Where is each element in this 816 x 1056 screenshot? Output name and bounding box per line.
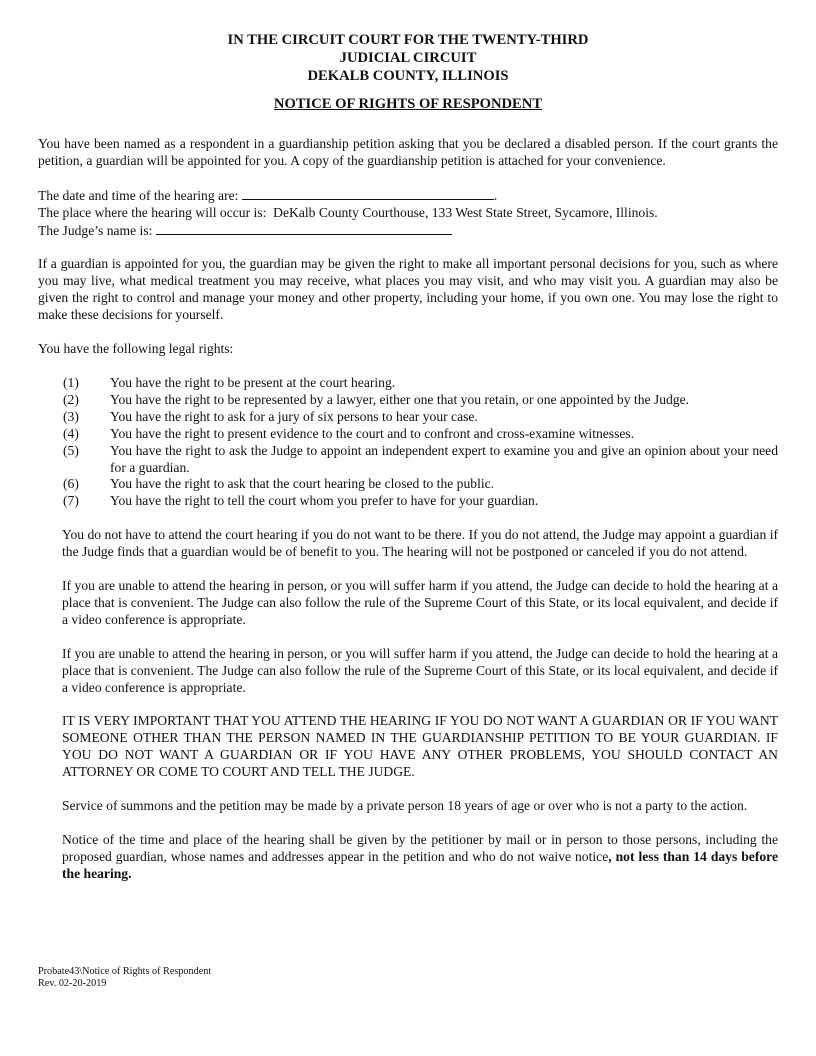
video-conference-paragraph-1: If you are unable to attend the hearing in person, or you will suffer harm if you attend, the Judge can decide to hold the hearing at a place that is convenient. The Judge can also follow the rule of the Supreme Court of this State, or its local equivalent, and decide if a video conference is appropriate. [62, 578, 778, 627]
judge-name-line [38, 222, 778, 240]
court-header-line-1: IN THE CIRCUIT COURT FOR THE TWENTY-THIRD [227, 32, 589, 48]
right-item-5 [38, 443, 778, 477]
court-header-line-3: DEKALB COUNTY, ILLINOIS [307, 68, 509, 84]
rights-list [38, 375, 778, 510]
right-number: (4) [63, 425, 79, 441]
footer-revision: Rev. 02-20-2019 [38, 978, 107, 989]
right-item-2 [38, 392, 778, 409]
document-page [38, 31, 778, 883]
document-footer [38, 966, 211, 990]
right-number: (7) [63, 493, 79, 509]
right-item-1 [38, 375, 778, 392]
notice-deadline: , not less than 14 days before the hearing. [62, 848, 778, 881]
right-text: You have the right to ask that the court hearing be closed to the public. [110, 476, 495, 492]
hearing-place-value: DeKalb County Courthouse, 133 West State Street, Sycamore, Illinois. [273, 204, 658, 220]
right-number: (2) [63, 391, 79, 407]
footer-form-id: Probate43\Notice of Rights of Respondent [38, 966, 212, 977]
notice-paragraph [62, 832, 778, 883]
judge-name-blank[interactable] [156, 222, 452, 235]
right-text: You have the right to be represented by a lawyer, either one that you retain, or one appointed by the Judge. [110, 391, 690, 407]
guardian-powers-paragraph: If a guardian is appointed for you, the guardian may be given the right to make all important personal decisions for you, such as where you may live, what medical treatment you may receive, what places you may visit, and who may visit you. A guardian may also be given the right to control and manage your money and other property, including your home, if you own one. You may lose the right to make these decisions for yourself. [38, 256, 778, 323]
right-item-6 [38, 476, 778, 493]
hearing-place-label: The place where the hearing will occur is: [38, 204, 267, 220]
court-header-line-2: JUDICIAL CIRCUIT [339, 50, 477, 66]
right-text: You have the right to ask the Judge to appoint an independent expert to examine you and give an opinion about your need for a guardian. [110, 442, 778, 475]
right-item-3 [38, 409, 778, 426]
rights-intro: You have the following legal rights: [38, 341, 234, 357]
judge-name-label: The Judge’s name is: [38, 222, 153, 238]
attendance-paragraph: You do not have to attend the court hearing if you do not want to be there. If you do not attend, the Judge may appoint a guardian if the Judge finds that a guardian would be of benefit to you. The hearing will not be postponed or canceled if you do not attend. [62, 527, 778, 560]
hearing-place-line [38, 205, 778, 222]
notice-text: Notice of the time and place of the hearing shall be given by the petitioner by mail or in person to those persons, including the proposed guardian, whose names and addresses appear in the petition and who do not waive notice [62, 832, 778, 864]
document-title: NOTICE OF RIGHTS OF RESPONDENT [273, 96, 543, 112]
right-item-4 [38, 426, 778, 443]
right-text: You have the right to present evidence to the court and to confront and cross-examine witnesses. [110, 425, 635, 441]
right-text: You have the right to ask for a jury of six persons to hear your case. [110, 408, 478, 424]
right-number: (5) [63, 442, 79, 458]
right-text: You have the right to tell the court whom you prefer to have for your guardian. [110, 493, 539, 509]
hearing-details [38, 187, 778, 240]
right-text: You have the right to be present at the court hearing. [110, 374, 396, 390]
intro-paragraph: You have been named as a respondent in a guardianship petition asking that you be declared a disabled person. If the court grants the petition, a guardian will be appointed for you. A copy of the guardianship petition is attached for your convenience. [38, 135, 778, 168]
important-warning-paragraph: IT IS VERY IMPORTANT THAT YOU ATTEND THE HEARING IF YOU DO NOT WANT A GUARDIAN OR IF YOU WANT SOMEONE OTHER THAN THE PERSON NAMED IN THE GUARDIANSHIP PETITION TO BE YOUR GUARDIAN. IF YOU DO NOT WANT A GUARDIAN OR IF YOU HAVE ANY OTHER PROBLEMS, YOU SHOULD CONTACT AN ATTORNEY OR COME TO COURT AND TELL THE JUDGE. [62, 713, 778, 780]
video-conference-paragraph-2: If you are unable to attend the hearing in person, or you will suffer harm if you attend, the Judge can decide to hold the hearing at a place that is convenient. The Judge can also follow the rule of the Supreme Court of this State, or its local equivalent, and decide if a video conference is appropriate. [62, 645, 778, 695]
hearing-date-line [38, 187, 778, 205]
service-paragraph: Service of summons and the petition may be made by a private person 18 years of age or over who is not a party to the action. [62, 798, 748, 814]
right-number: (6) [63, 476, 79, 492]
right-item-7 [38, 493, 778, 510]
right-number: (1) [63, 374, 79, 390]
court-header [38, 31, 778, 85]
hearing-date-blank[interactable] [242, 187, 494, 200]
right-number: (3) [63, 408, 79, 424]
hearing-date-label: The date and time of the hearing are: [38, 187, 239, 203]
hearing-date-suffix: . [493, 187, 498, 203]
